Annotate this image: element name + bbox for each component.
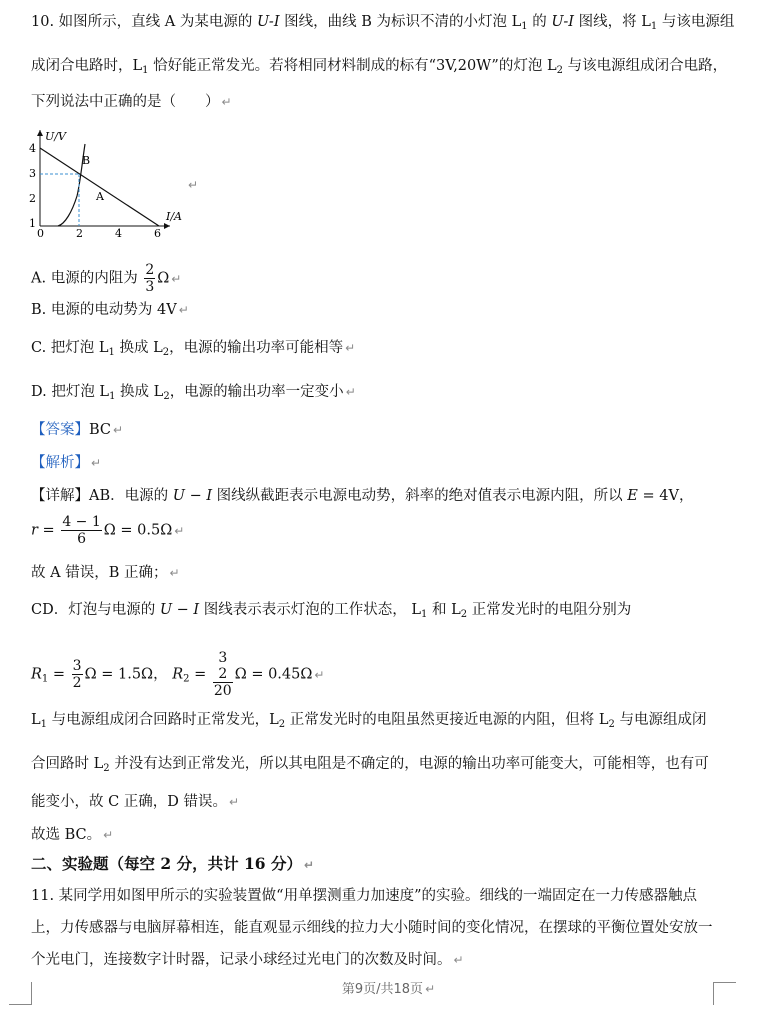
y-axis-arrow	[37, 130, 43, 136]
detail-ab-line: 【详解】AB．电源的 U − I 图线纵截距表示电源电动势，斜率的绝对值表示电源内阻，所以 E = 4V，	[31, 488, 694, 504]
x-axis-arrow	[164, 223, 170, 229]
x-axis-label: I/A	[166, 210, 182, 223]
detail-cd-line: CD．灯泡与电源的 U − I 图线表示表示灯泡的工作状态， $L_1$ 和 $L_2$ 正常发光时的电阻分别为	[31, 602, 632, 620]
x-tick-4: 4	[115, 227, 122, 238]
formula-r-fraction: $\frac{4 - 1}{6}$	[62, 514, 101, 547]
label-B: B	[82, 154, 91, 167]
formula-r1-r2: $R_1$ = $\frac{3}{2}$ Ω = 1.5Ω， $R_2$ = 3 2 20 Ω = 0.45Ω ↵	[31, 650, 325, 699]
formula-r: r = $\frac{4 - 1}{6}$ Ω = 0.5Ω ↵	[31, 514, 185, 547]
detail-p2: 合回路时 $L_2$ 并没有达到正常发光，所以其电阻是不确定的，电源的输出功率可能变大，可能相等，也有可	[31, 756, 709, 774]
label-A: A	[96, 190, 104, 203]
q10-stem-line2: 成闭合电路时，$L_1$ 恰好能正常发光。若将相同材料制成的标有“3V,20W”的灯泡 $L_2$ 与该电源组成闭合电路，	[31, 58, 728, 76]
ui-graph	[20, 126, 200, 238]
answer-tag: 【答案】	[31, 422, 89, 438]
q10-stem-line3: 下列说法中正确的是（ ） ↵	[31, 94, 232, 110]
option-a-fraction: $\frac{2}{3}$	[145, 262, 155, 295]
option-a: A. 电源的内阻为 $\frac{2}{3}$ Ω ↵	[31, 262, 182, 295]
final-answer: 故选 BC。 ↵	[31, 827, 114, 843]
y-axis-label: U/V	[45, 130, 66, 143]
x-tick-0: 0	[37, 227, 44, 238]
q11-line3: 个光电门，连接数字计时器，记录小球经过光电门的次数及时间。 ↵	[31, 952, 464, 968]
curve-B	[58, 144, 85, 226]
page-footer: 第9页/共18页 ↵	[341, 982, 436, 997]
analysis-tag: 【解析】	[31, 455, 89, 471]
answer-line: 【答案】BC ↵	[31, 422, 124, 438]
option-b: B. 电源的电动势为 4V ↵	[31, 302, 189, 318]
line-A	[40, 148, 159, 226]
detail-p1: $L_1$ 与电源组成闭合回路时正常发光，$L_2$ 正常发光时的电阻虽然更接近电源的内阻，但将 $L_2$ 与电源组成闭	[31, 712, 707, 730]
x-tick-6: 6	[154, 227, 161, 238]
y-tick-1: 1	[29, 217, 36, 230]
y-tick-2: 2	[29, 192, 36, 205]
formula-r1-fraction: $\frac{3}{2}$	[72, 658, 82, 691]
x-tick-2: 2	[76, 227, 83, 238]
detail-p3: 能变小，故 C 正确，D 错误。 ↵	[31, 794, 240, 810]
y-tick-3: 3	[29, 167, 36, 180]
option-c: C. 把灯泡 $L_1$ 换成 $L_2$，电源的输出功率可能相等 ↵	[31, 340, 356, 358]
conclusion-ab: 故 A 错误，B 正确； ↵	[31, 565, 180, 581]
section-2-title: 二、实验题（每空 2 分，共计 16 分） ↵	[31, 854, 315, 873]
q10-stem-line1: 10. 如图所示，直线 A 为某电源的 U-I 图线，曲线 B 为标识不清的小灯泡 $L_1$ 的 U-I 图线，将 $L_1$ 与该电源组	[31, 14, 735, 32]
graph-paragraph-mark: ↵	[188, 178, 199, 192]
q11-line1: 11. 某同学用如图甲所示的实验装置做“用单摆测重力加速度”的实验。细线的一端固定在一力传感器触点	[31, 888, 697, 904]
answer-value: BC	[89, 422, 112, 438]
formula-r2-fraction: 3 2 20	[213, 650, 232, 699]
option-d: D. 把灯泡 $L_1$ 换成 $L_2$，电源的输出功率一定变小 ↵	[31, 384, 356, 402]
analysis-line: 【解析】 ↵	[31, 455, 102, 471]
q11-line2: 上，力传感器与电脑屏幕相连，能直观显示细线的拉力大小随时间的变化情况，在摆球的平衡位置处安放一	[31, 920, 713, 936]
y-tick-4: 4	[29, 142, 36, 155]
